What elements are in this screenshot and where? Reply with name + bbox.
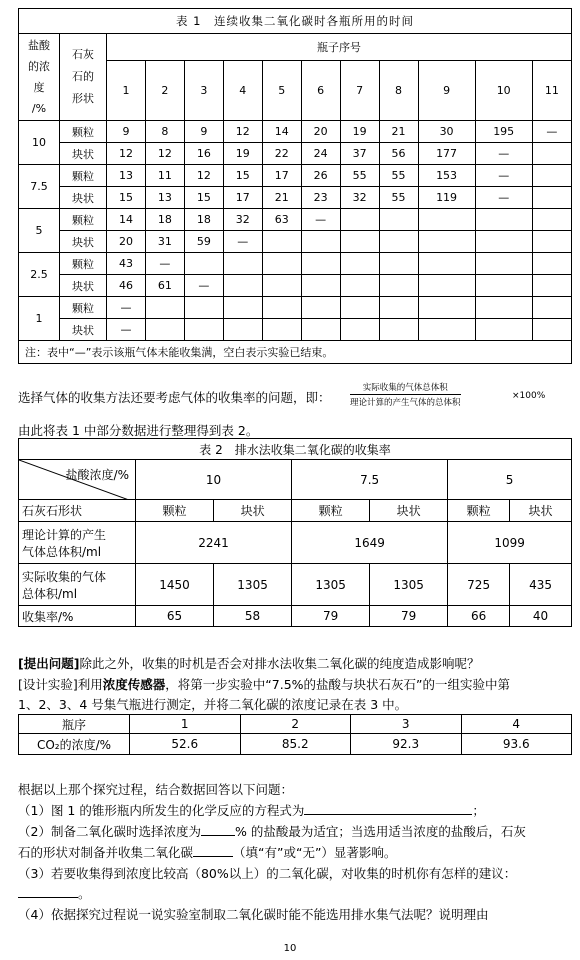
table-row	[19, 275, 572, 297]
time-cell	[262, 253, 301, 275]
time-cell	[532, 275, 571, 297]
time-cell	[532, 231, 571, 253]
time-cell	[340, 231, 379, 253]
actual-cell: 725	[448, 564, 510, 606]
bottle-col: 4	[461, 715, 572, 734]
question-1: （1）图 1 的锥形瓶内所发生的化学反应的方程式为 ；	[18, 803, 485, 818]
time-cell	[301, 319, 340, 341]
concentration-cell: 5	[19, 209, 60, 253]
raise-question: [提出问题]除此之外，收集的时机是否会对排水法收集二氧化碳的纯度造成影响呢？	[18, 656, 480, 671]
time-cell: 13	[107, 165, 146, 187]
collection-rate-intro: 选择气体的收集方法还要考虑气体的收集率的问题，即：	[18, 390, 331, 405]
time-cell	[379, 209, 418, 231]
actual-cell: 1305	[292, 564, 370, 606]
time-cell: 24	[301, 143, 340, 165]
bottle-col-header: 6	[301, 61, 340, 121]
formula-percent: ×100%	[512, 391, 546, 401]
time-cell: 59	[184, 231, 223, 253]
time-cell: 16	[184, 143, 223, 165]
actual-cell: 1305	[214, 564, 292, 606]
rate-cell: 79	[292, 606, 370, 627]
theory-cell: 1099	[448, 522, 572, 564]
time-cell	[145, 319, 184, 341]
time-cell	[184, 297, 223, 319]
time-cell	[475, 209, 532, 231]
theory-cell: 2241	[136, 522, 292, 564]
time-cell	[379, 275, 418, 297]
time-cell	[223, 319, 262, 341]
time-cell: 19	[340, 121, 379, 143]
table-row	[19, 231, 572, 253]
shape-cell: 块状	[60, 275, 107, 297]
time-cell	[262, 275, 301, 297]
time-cell	[223, 275, 262, 297]
shape-cell: 块状	[214, 500, 292, 522]
shape-cell: 颗粒	[60, 297, 107, 319]
time-cell	[301, 297, 340, 319]
time-cell	[262, 231, 301, 253]
shape-cell: 块状	[60, 231, 107, 253]
rate-cell: 40	[510, 606, 572, 627]
time-cell: 55	[379, 165, 418, 187]
shape-cell: 块状	[60, 187, 107, 209]
time-cell	[475, 275, 532, 297]
co2-value: 52.6	[130, 734, 241, 755]
time-cell: 14	[262, 121, 301, 143]
shape-cell: 颗粒	[60, 121, 107, 143]
actual-cell: 435	[510, 564, 572, 606]
rate-cell: 79	[370, 606, 448, 627]
bottle-col-header: 1	[107, 61, 146, 121]
time-cell: 37	[340, 143, 379, 165]
formula-denominator: 理论计算的产生气体的总体积	[350, 398, 461, 408]
theory-cell: 1649	[292, 522, 448, 564]
time-cell	[379, 319, 418, 341]
conc-7-5: 7.5	[292, 460, 448, 500]
time-cell	[532, 143, 571, 165]
time-cell	[418, 319, 475, 341]
time-cell: —	[475, 187, 532, 209]
shape-cell: 颗粒	[60, 165, 107, 187]
table-row	[19, 253, 572, 275]
bottle-col: 1	[130, 715, 241, 734]
time-cell: 11	[145, 165, 184, 187]
time-cell	[340, 209, 379, 231]
table-2	[18, 438, 572, 627]
bottle-col-header: 4	[223, 61, 262, 121]
time-cell: 17	[262, 165, 301, 187]
co2-value: 92.3	[351, 734, 462, 755]
time-cell: 12	[184, 165, 223, 187]
acid-concentration-header: 盐酸 的浓 度 /%	[19, 34, 60, 121]
shape-cell: 块状	[60, 143, 107, 165]
bottle-col-header: 10	[475, 61, 532, 121]
time-cell: —	[223, 231, 262, 253]
rate-cell: 65	[136, 606, 214, 627]
time-cell: 12	[107, 143, 146, 165]
table-row	[19, 209, 572, 231]
time-cell	[301, 275, 340, 297]
table-1-note: 注：表中“—”表示该瓶气体未能收集满，空白表示实验已结束。	[19, 341, 572, 364]
time-cell: 9	[107, 121, 146, 143]
bottle-col-header: 9	[418, 61, 475, 121]
time-cell	[532, 165, 571, 187]
time-cell: 12	[145, 143, 184, 165]
concentration-cell: 1	[19, 297, 60, 341]
shape-cell: 颗粒	[60, 253, 107, 275]
time-cell	[223, 253, 262, 275]
design-experiment-line-2: 1、2、3、4 号集气瓶进行测定，并将二氧化碳的浓度记录在表 3 中。	[18, 697, 408, 712]
answer-blank-3[interactable]	[193, 844, 233, 857]
time-cell: 61	[145, 275, 184, 297]
time-cell	[340, 319, 379, 341]
actual-volume-label: 实际收集的气体 总体积/ml	[19, 564, 136, 606]
time-cell: 46	[107, 275, 146, 297]
time-cell	[532, 209, 571, 231]
time-cell: 32	[340, 187, 379, 209]
co2-value: 85.2	[240, 734, 351, 755]
time-cell: 177	[418, 143, 475, 165]
concentration-cell: 10	[19, 121, 60, 165]
conc-5: 5	[448, 460, 572, 500]
time-cell: 43	[107, 253, 146, 275]
time-cell: 15	[184, 187, 223, 209]
rate-label: 收集率/%	[19, 606, 136, 627]
table-1	[18, 8, 572, 364]
time-cell	[475, 231, 532, 253]
question-2: （2）制备二氧化碳时选择浓度为 % 的盐酸最为适宜；当选用适当浓度的盐酸后，石灰	[18, 824, 526, 839]
time-cell: 15	[223, 165, 262, 187]
concentration-cell: 7.5	[19, 165, 60, 209]
time-cell: 26	[301, 165, 340, 187]
question-3: （3）若要收集得到浓度比较高（80%以上）的二氧化碳，对收集的时机你有怎样的建议：	[18, 866, 517, 881]
time-cell: 119	[418, 187, 475, 209]
time-cell: —	[475, 165, 532, 187]
time-cell: 153	[418, 165, 475, 187]
bottle-col-header: 8	[379, 61, 418, 121]
table-2-caption: 表 2 排水法收集二氧化碳的收集率	[19, 439, 572, 460]
time-cell: 31	[145, 231, 184, 253]
time-cell	[262, 297, 301, 319]
time-cell	[418, 297, 475, 319]
table-row	[19, 165, 572, 187]
time-cell: —	[107, 319, 146, 341]
time-cell	[379, 297, 418, 319]
question-2-cont: 石的形状对制备并收集二氧化碳 （填“有”或“无”）显著影响。	[18, 845, 397, 860]
time-cell	[475, 253, 532, 275]
time-cell: 17	[223, 187, 262, 209]
time-cell	[340, 253, 379, 275]
table-2-diagonal-header: 盐酸浓度/%	[19, 460, 136, 500]
formula-numerator: 实际收集的气体总体积	[350, 381, 461, 395]
time-cell	[340, 297, 379, 319]
time-cell: 195	[475, 121, 532, 143]
shape-cell: 颗粒	[292, 500, 370, 522]
time-cell: —	[107, 297, 146, 319]
time-cell	[418, 275, 475, 297]
page-number: 10	[283, 943, 297, 954]
answer-blank-1[interactable]	[304, 802, 472, 815]
shape-cell: 块状	[60, 319, 107, 341]
time-cell	[532, 319, 571, 341]
shape-label: 石灰石形状	[19, 500, 136, 522]
design-experiment: [设计实验]利用浓度传感器，将第一步实验中“7.5%的盐酸与块状石灰石”的一组实验中第	[18, 677, 511, 692]
table-2-intro: 由此将表 1 中部分数据进行整理得到表 2。	[18, 423, 259, 438]
bottle-col-header: 7	[340, 61, 379, 121]
time-cell: 18	[184, 209, 223, 231]
co2-concentration-label: CO₂的浓度/%	[19, 734, 130, 755]
time-cell: 8	[145, 121, 184, 143]
bottle-number-header: 瓶子序号	[107, 34, 572, 61]
time-cell	[475, 297, 532, 319]
time-cell	[418, 231, 475, 253]
answer-blank-4[interactable]	[18, 885, 78, 898]
time-cell	[418, 209, 475, 231]
concentration-cell: 2.5	[19, 253, 60, 297]
time-cell: 12	[223, 121, 262, 143]
time-cell: 55	[340, 165, 379, 187]
answer-blank-2[interactable]	[201, 823, 235, 836]
time-cell	[184, 253, 223, 275]
time-cell	[379, 231, 418, 253]
time-cell: 21	[379, 121, 418, 143]
rate-cell: 66	[448, 606, 510, 627]
conc-10: 10	[136, 460, 292, 500]
time-cell	[301, 253, 340, 275]
time-cell	[184, 319, 223, 341]
time-cell: 30	[418, 121, 475, 143]
time-cell: 18	[145, 209, 184, 231]
time-cell: 21	[262, 187, 301, 209]
limestone-shape-header: 石灰 石的 形状	[60, 34, 107, 121]
time-cell	[340, 275, 379, 297]
time-cell: 23	[301, 187, 340, 209]
actual-cell: 1305	[370, 564, 448, 606]
theory-volume-label: 理论计算的产生 气体总体积/ml	[19, 522, 136, 564]
time-cell: —	[532, 121, 571, 143]
questions-intro: 根据以上那个探究过程，结合数据回答以下问题：	[18, 782, 294, 797]
bottle-col-header: 2	[145, 61, 184, 121]
time-cell: —	[184, 275, 223, 297]
time-cell	[418, 253, 475, 275]
time-cell	[532, 187, 571, 209]
table-row	[19, 319, 572, 341]
bottle-col: 3	[351, 715, 462, 734]
table-row	[19, 143, 572, 165]
table-1-caption: 表 1 连续收集二氧化碳时各瓶所用的时间	[19, 9, 572, 34]
co2-value: 93.6	[461, 734, 572, 755]
time-cell: —	[145, 253, 184, 275]
shape-cell: 颗粒	[136, 500, 214, 522]
bottle-order-label: 瓶序	[19, 715, 130, 734]
time-cell: 20	[301, 121, 340, 143]
bottle-col-header: 5	[262, 61, 301, 121]
time-cell	[301, 231, 340, 253]
time-cell	[532, 253, 571, 275]
question-4: （4）依据探究过程说一说实验室制取二氧化碳时能不能选用排水集气法呢？说明理由	[18, 907, 489, 922]
table-row	[19, 297, 572, 319]
question-3-cont: 。	[18, 884, 91, 902]
time-cell	[379, 253, 418, 275]
shape-cell: 颗粒	[60, 209, 107, 231]
shape-cell: 块状	[370, 500, 448, 522]
time-cell	[532, 297, 571, 319]
actual-cell: 1450	[136, 564, 214, 606]
time-cell: —	[301, 209, 340, 231]
time-cell: 14	[107, 209, 146, 231]
table-row	[19, 187, 572, 209]
time-cell: 19	[223, 143, 262, 165]
time-cell	[145, 297, 184, 319]
time-cell: 13	[145, 187, 184, 209]
time-cell	[475, 319, 532, 341]
bottle-col: 2	[240, 715, 351, 734]
time-cell: 55	[379, 187, 418, 209]
rate-cell: 58	[214, 606, 292, 627]
time-cell: 22	[262, 143, 301, 165]
time-cell	[262, 319, 301, 341]
time-cell: —	[475, 143, 532, 165]
bottle-col-header: 3	[184, 61, 223, 121]
table-3	[18, 714, 572, 755]
time-cell: 20	[107, 231, 146, 253]
time-cell: 32	[223, 209, 262, 231]
time-cell: 63	[262, 209, 301, 231]
shape-cell: 块状	[510, 500, 572, 522]
time-cell	[223, 297, 262, 319]
shape-cell: 颗粒	[448, 500, 510, 522]
collection-rate-formula	[350, 381, 461, 408]
time-cell: 56	[379, 143, 418, 165]
time-cell: 15	[107, 187, 146, 209]
time-cell: 9	[184, 121, 223, 143]
table-row	[19, 121, 572, 143]
bottle-col-header: 11	[532, 61, 571, 121]
